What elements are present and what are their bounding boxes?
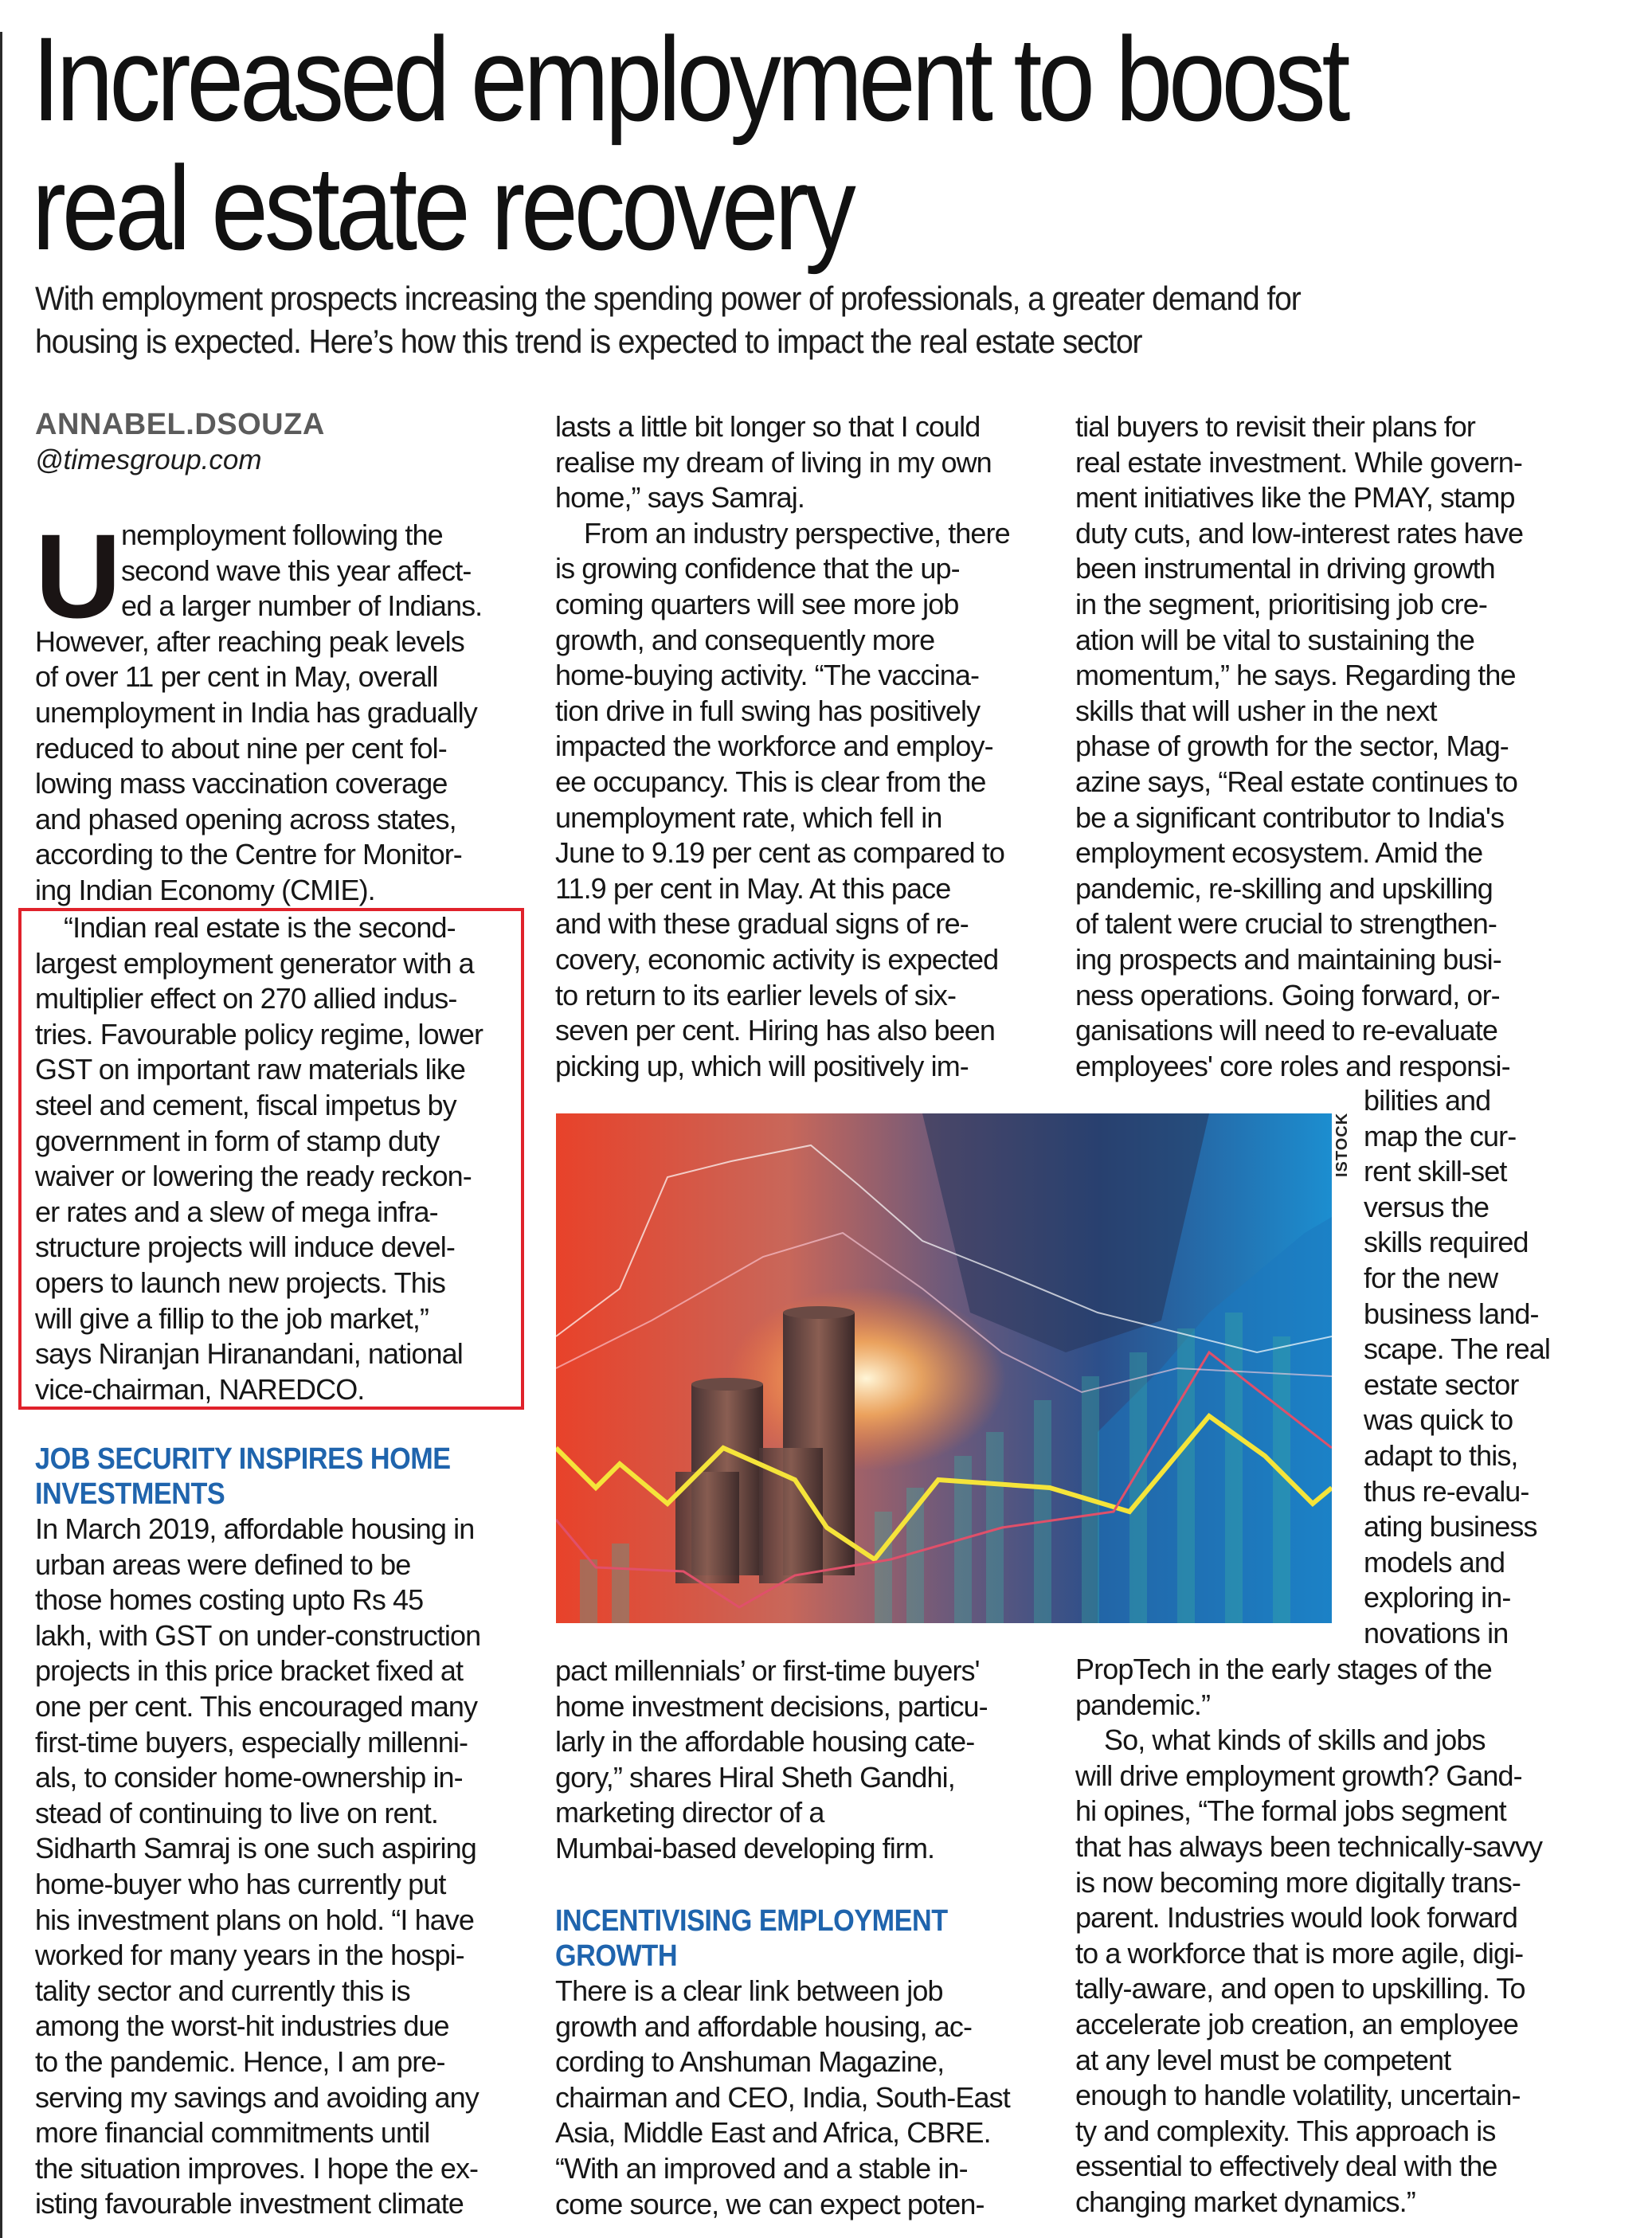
text-line: was quick to <box>1364 1403 1513 1437</box>
text-line: June to 9.19 per cent as compared to <box>555 836 1004 870</box>
text-line: ee occupancy. This is clear from the <box>555 765 986 798</box>
text-line: ating business <box>1364 1510 1537 1544</box>
text-line: adapt to this, <box>1364 1438 1518 1472</box>
text-line: to return to its earlier levels of six- <box>555 978 957 1011</box>
column-2-top <box>555 409 1041 1084</box>
text-line: structure projects will induce devel- <box>35 1231 455 1264</box>
text-line: However, after reaching peak levels <box>35 624 464 658</box>
text-line: of talent were crucial to strengthen- <box>1075 907 1497 941</box>
text-line: So, what kinds of skills and jobs <box>1104 1723 1486 1757</box>
text-line: GST on important raw materials like <box>35 1053 466 1086</box>
text-line: ed a larger number of Indians. <box>121 589 483 623</box>
text-line: ment initiatives like the PMAY, stamp <box>1075 481 1515 515</box>
text-line: GROWTH <box>555 1939 678 1973</box>
text-line: growth, and consequently more <box>555 623 935 656</box>
text-line: In March 2019, affordable housing in <box>35 1512 475 1545</box>
text-line: unemployment rate, which fell in <box>555 800 942 834</box>
text-line: those homes costing upto Rs 45 <box>35 1583 424 1617</box>
text-line: of over 11 per cent in May, overall <box>35 660 438 694</box>
text-line: cording to Anshuman Magazine, <box>555 2045 945 2079</box>
text-line: realise my dream of living in my own <box>555 445 992 479</box>
text-line: lowing mass vaccination coverage <box>35 767 448 800</box>
text-line: multiplier effect on 270 allied indus- <box>35 982 457 1015</box>
text-line: thus re-evalu- <box>1364 1474 1529 1508</box>
text-line: government in form of stamp duty <box>35 1124 440 1157</box>
text-line: models and <box>1364 1545 1505 1579</box>
text-line: tally-aware, and open to upskilling. To <box>1075 1972 1525 2005</box>
column-2-section-body <box>555 1974 1041 2222</box>
text-line: tial buyers to revisit their plans for <box>1075 410 1476 443</box>
section-heading-incentivising <box>555 1903 948 1974</box>
text-line: scape. The real <box>1364 1332 1550 1366</box>
headline-line: Increased employment to boost <box>32 12 1347 146</box>
text-line: business land- <box>1364 1297 1539 1330</box>
text-line: INVESTMENTS <box>35 1477 225 1511</box>
text-line: isting favourable investment climate <box>35 2187 464 2220</box>
text-line: pandemic.” <box>1075 1688 1211 1721</box>
column-2-after-photo <box>555 1653 1041 1867</box>
text-line: novations in <box>1364 1616 1509 1649</box>
text-line: estate sector <box>1364 1367 1519 1401</box>
headline-line: real estate recovery <box>32 141 852 275</box>
text-line: ty and complexity. This approach is <box>1075 2114 1496 2147</box>
column-3-top <box>1075 409 1569 1084</box>
text-line: says Niranjan Hiranandani, national <box>35 1337 463 1371</box>
text-line: stead of continuing to live on rent. <box>35 1796 438 1829</box>
text-line: JOB SECURITY INSPIRES HOME <box>35 1442 451 1476</box>
text-line: tion drive in full swing has positively <box>555 694 981 727</box>
text-line: pandemic, re-skilling and upskilling <box>1075 871 1493 905</box>
text-line: skills that will usher in the next <box>1075 694 1437 727</box>
column-3-bottom <box>1075 1652 1569 2220</box>
text-line: als, to consider home-ownership in- <box>35 1761 463 1794</box>
text-line: Asia, Middle East and Africa, CBRE. <box>555 2116 991 2150</box>
text-line: “With an improved and a stable in- <box>555 2151 968 2185</box>
text-line: larly in the affordable housing cate- <box>555 1725 975 1759</box>
text-line: chairman and CEO, India, South-East <box>555 2080 1010 2114</box>
text-line: according to the Centre for Monitor- <box>35 838 462 871</box>
text-line: lasts a little bit longer so that I could <box>555 410 981 443</box>
text-line: skills required <box>1364 1226 1529 1259</box>
drop-cap: U <box>35 509 122 643</box>
text-line: one per cent. This encouraged many <box>35 1689 478 1723</box>
text-line: be a significant contributor to India's <box>1075 800 1505 834</box>
text-line: urban areas were defined to be <box>35 1547 411 1581</box>
text-line: first-time buyers, especially millenni- <box>35 1725 468 1759</box>
text-line: to a workforce that is more agile, digi- <box>1075 1936 1524 1970</box>
text-line: INCENTIVISING EMPLOYMENT <box>555 1904 948 1938</box>
text-line: “Indian real estate is the second- <box>64 911 456 944</box>
text-line: home investment decisions, particu- <box>555 1689 988 1723</box>
section-heading-job-security <box>35 1442 451 1512</box>
text-line: pact millennials’ or first-time buyers' <box>555 1654 980 1687</box>
text-line: ness operations. Going forward, or- <box>1075 978 1500 1011</box>
text-line: phase of growth for the sector, Mag- <box>1075 730 1509 763</box>
text-line: essential to effectively deal with the <box>1075 2150 1497 2183</box>
text-line: Sidharth Samraj is one such aspiring <box>35 1832 476 1865</box>
byline-email: @timesgroup.com <box>35 444 262 475</box>
text-line: There is a clear link between job <box>555 1974 943 2007</box>
text-line: home,” says Samraj. <box>555 481 804 515</box>
text-line: hi opines, “The formal jobs segment <box>1075 1794 1506 1828</box>
text-line: enough to handle volatility, uncertain- <box>1075 2079 1521 2112</box>
text-line: at any level must be competent <box>1075 2043 1451 2076</box>
text-line: From an industry perspective, there <box>584 516 1010 550</box>
byline-author: ANNABEL.DSOUZA <box>35 408 325 441</box>
text-line: serving my savings and avoiding any <box>35 2080 479 2114</box>
headline <box>32 12 1347 275</box>
text-line: the situation improves. I hope the ex- <box>35 2151 479 2185</box>
text-line: and with these gradual signs of re- <box>555 907 969 941</box>
text-line: waiver or lowering the ready reckon- <box>35 1160 472 1193</box>
text-line: momentum,” he says. Regarding the <box>1075 659 1516 692</box>
text-line: among the worst-hit industries due <box>35 2009 449 2043</box>
text-line: his investment plans on hold. “I have <box>35 1903 475 1936</box>
text-line: coming quarters will see more job <box>555 587 959 620</box>
text-line: map the cur- <box>1364 1119 1517 1152</box>
article-photo <box>556 1113 1332 1623</box>
text-line: lakh, with GST on under-construction <box>35 1618 481 1652</box>
coins-chart-photo <box>556 1113 1332 1623</box>
text-line: changing market dynamics.” <box>1075 2185 1415 2218</box>
text-line: seven per cent. Hiring has also been <box>555 1014 995 1047</box>
column-1-quote <box>35 910 521 1407</box>
text-line: that has always been technically-savvy <box>1075 1829 1543 1863</box>
deck-subheading <box>35 277 1301 363</box>
text-line: largest employment generator with a <box>35 946 474 980</box>
text-line: worked for many years in the hospi- <box>35 1939 464 1972</box>
deck-line: With employment prospects increasing the spending power of professionals, a greater demand for <box>35 280 1301 317</box>
text-line: and phased opening across states, <box>35 802 456 835</box>
photo-credit-label: ISTOCK <box>1333 1112 1351 1177</box>
text-line: come source, we can expect poten- <box>555 2187 985 2220</box>
text-line: parent. Industries would look forward <box>1075 1901 1518 1935</box>
text-line: is growing confidence that the up- <box>555 552 960 585</box>
text-line: for the new <box>1364 1261 1498 1294</box>
text-line: azine says, “Real estate continues to <box>1075 765 1518 798</box>
text-line: reduced to about nine per cent fol- <box>35 731 447 765</box>
text-line: tries. Favourable policy regime, lower <box>35 1017 483 1051</box>
text-line: employment ecosystem. Amid the <box>1075 836 1483 870</box>
text-line: exploring in- <box>1364 1581 1511 1614</box>
text-line: ganisations will need to re-evaluate <box>1075 1014 1497 1047</box>
text-line: opers to launch new projects. This <box>35 1266 446 1299</box>
text-line: impacted the workforce and employ- <box>555 730 993 763</box>
text-line: 11.9 per cent in May. At this pace <box>555 871 951 905</box>
text-line: vice-chairman, NAREDCO. <box>35 1372 365 1406</box>
text-line: in the segment, prioritising job cre- <box>1075 587 1487 620</box>
text-line: projects in this price bracket fixed at <box>35 1654 464 1688</box>
left-column-rule <box>0 32 2 2238</box>
photo-credit <box>1333 1113 1354 1177</box>
text-line: ing prospects and maintaining busi- <box>1075 942 1501 976</box>
text-line: will give a fillip to the job market,” <box>35 1301 429 1335</box>
text-line: second wave this year affect- <box>121 554 472 587</box>
column-1-intro <box>35 509 521 909</box>
text-line: gory,” shares Hiral Sheth Gandhi, <box>555 1760 955 1794</box>
text-line: Mumbai-based developing firm. <box>555 1831 935 1864</box>
text-line: will drive employment growth? Gand- <box>1075 1759 1522 1792</box>
text-line: picking up, which will positively im- <box>555 1049 969 1082</box>
column-1-section-body <box>35 1512 521 2222</box>
text-line: more financial commitments until <box>35 2116 430 2150</box>
text-line: PropTech in the early stages of the <box>1075 1653 1492 1685</box>
text-line: been instrumental in driving growth <box>1075 552 1495 585</box>
deck-line: housing is expected. Here’s how this trend is expected to impact the real estate sector <box>35 323 1142 360</box>
text-line: bilities and <box>1364 1084 1491 1117</box>
text-line: accelerate job creation, an employee <box>1075 2007 1518 2040</box>
text-line: employees' core roles and responsi- <box>1075 1049 1510 1082</box>
text-line: is now becoming more digitally trans- <box>1075 1865 1521 1899</box>
text-line: duty cuts, and low-interest rates have <box>1075 516 1524 550</box>
text-line: nemployment following the <box>121 518 443 551</box>
text-line: ing Indian Economy (CMIE). <box>35 873 375 906</box>
text-line: home-buying activity. “The vaccina- <box>555 659 980 692</box>
text-line: growth and affordable housing, ac- <box>555 2009 973 2043</box>
text-line: tality sector and currently this is <box>35 1974 410 2007</box>
text-line: covery, economic activity is expected <box>555 942 999 976</box>
text-line: er rates and a slew of mega infra- <box>35 1195 438 1228</box>
text-line: to the pandemic. Hence, I am pre- <box>35 2044 445 2078</box>
text-line: versus the <box>1364 1190 1490 1223</box>
text-line: real estate investment. While govern- <box>1075 445 1522 479</box>
text-line: home-buyer who has currently put <box>35 1867 446 1900</box>
text-line: steel and cement, fiscal impetus by <box>35 1088 456 1121</box>
text-line: ation will be vital to sustaining the <box>1075 623 1475 656</box>
column-3-wrap-text <box>1364 1083 1550 1652</box>
text-line: rent skill-set <box>1364 1155 1507 1188</box>
text-line: unemployment in India has gradually <box>35 695 477 729</box>
text-line: marketing director of a <box>555 1796 824 1829</box>
